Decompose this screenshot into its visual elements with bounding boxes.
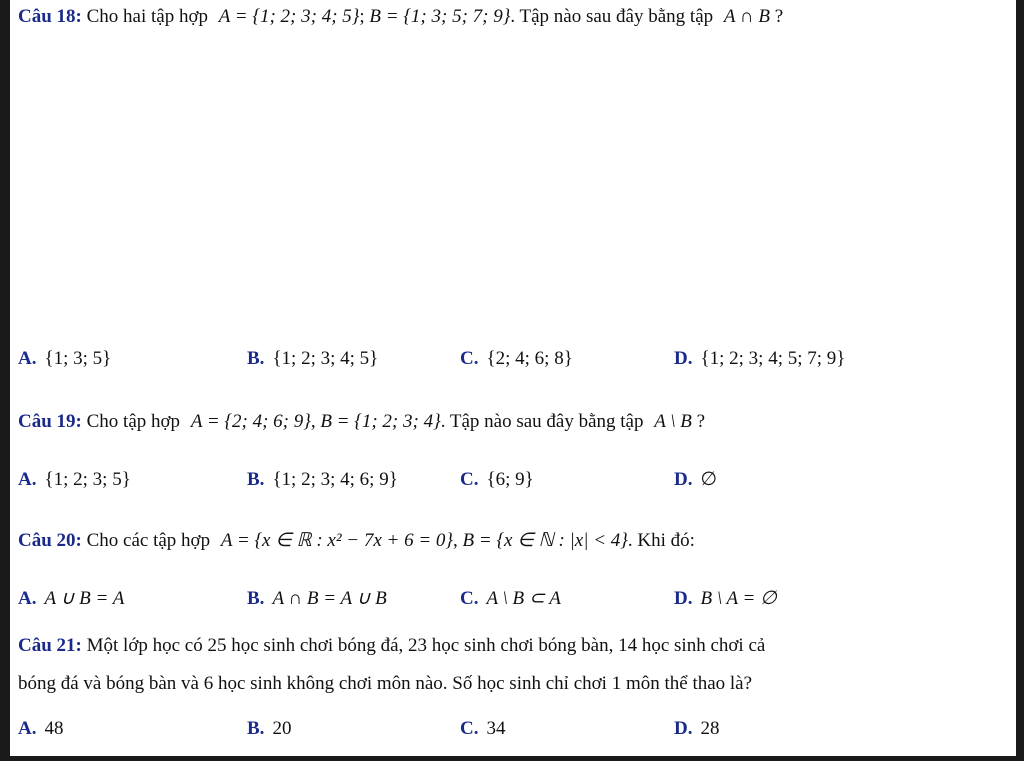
- option-text: {1; 2; 3; 4; 6; 9}: [272, 469, 398, 490]
- question-20-option-c[interactable]: [460, 587, 561, 611]
- option-text: A ∩ B = A ∪ B: [272, 588, 387, 609]
- worksheet: [10, 0, 1016, 756]
- question-21-text-1: Một lớp học có 25 học sinh chơi bóng đá, 23 học sinh chơi bóng bàn, 14 học sinh chơi cả: [86, 635, 766, 656]
- option-letter: C.: [460, 588, 479, 609]
- question-21-option-c[interactable]: [460, 717, 505, 741]
- option-letter: D.: [674, 469, 693, 490]
- question-20-set-a: A = {x ∈ ℝ : x² − 7x + 6 = 0}: [220, 530, 454, 551]
- question-18-sep: ;: [359, 6, 370, 27]
- question-21-option-a[interactable]: [18, 717, 63, 741]
- right-frame-border: [1016, 0, 1024, 761]
- option-letter: D.: [674, 588, 693, 609]
- option-text: {2; 4; 6; 8}: [486, 348, 573, 369]
- option-letter: B.: [247, 469, 265, 490]
- question-19-question-mark: ?: [696, 411, 706, 432]
- option-text: B \ A = ∅: [700, 588, 777, 609]
- option-text: A \ B ⊂ A: [486, 588, 561, 609]
- question-20-label: Câu 20:: [18, 530, 82, 551]
- question-20-set-b: B = {x ∈ ℕ : |x| < 4}: [462, 530, 628, 551]
- option-text: {1; 3; 5}: [44, 348, 112, 369]
- option-text: {1; 2; 3; 5}: [44, 469, 131, 490]
- option-text: {1; 2; 3; 4; 5}: [272, 348, 379, 369]
- question-20-stem: [18, 529, 695, 553]
- question-19-text-1: Cho tập hợp: [86, 411, 181, 432]
- question-19-sep: ,: [310, 411, 321, 432]
- question-18-set-b: B = {1; 3; 5; 7; 9}: [369, 6, 511, 27]
- question-19-option-a[interactable]: [18, 468, 131, 492]
- question-18-text-1: Cho hai tập hợp: [86, 6, 209, 27]
- option-text: 34: [486, 718, 506, 739]
- question-18-set-a: A = {1; 2; 3; 4; 5}: [218, 6, 360, 27]
- question-18-label: Câu 18:: [18, 6, 82, 27]
- option-letter: A.: [18, 348, 37, 369]
- question-18-expression: A ∩ B: [723, 6, 770, 27]
- option-letter: B.: [247, 348, 265, 369]
- question-20-sep: ,: [453, 530, 463, 551]
- question-19-set-b: B = {1; 2; 3; 4}: [320, 411, 441, 432]
- option-text: 28: [700, 718, 720, 739]
- question-21-stem-line-1: [18, 634, 765, 658]
- left-frame-border: [0, 0, 10, 761]
- option-text: {1; 2; 3; 4; 5; 7; 9}: [700, 348, 846, 369]
- question-21-option-b[interactable]: [247, 717, 291, 741]
- option-letter: C.: [460, 718, 479, 739]
- question-18-option-b[interactable]: [247, 347, 378, 371]
- option-text: 20: [272, 718, 292, 739]
- question-20-option-d[interactable]: [674, 587, 777, 611]
- question-18-option-c[interactable]: [460, 347, 573, 371]
- question-21-text-2: bóng đá và bóng bàn và 6 học sinh không chơi môn nào. Số học sinh chỉ chơi 1 môn thể thao là?: [18, 673, 753, 694]
- question-21-option-d[interactable]: [674, 717, 719, 741]
- question-19-text-2: . Tập nào sau đây bằng tập: [440, 411, 644, 432]
- question-19-stem: [18, 410, 705, 434]
- question-18-text-2: . Tập nào sau đây bằng tập: [510, 6, 714, 27]
- option-letter: D.: [674, 718, 693, 739]
- question-21-label: Câu 21:: [18, 635, 82, 656]
- bottom-frame-border: [0, 756, 1024, 761]
- question-19-expression: A \ B: [654, 411, 692, 432]
- question-19-option-c[interactable]: [460, 468, 534, 492]
- option-letter: D.: [674, 348, 693, 369]
- option-letter: B.: [247, 588, 265, 609]
- option-text: {6; 9}: [486, 469, 534, 490]
- question-21-stem-line-2: [18, 672, 752, 696]
- question-19-set-a: A = {2; 4; 6; 9}: [190, 411, 311, 432]
- question-18-option-d[interactable]: [674, 347, 845, 371]
- option-letter: A.: [18, 469, 37, 490]
- question-20-text-2: . Khi đó:: [627, 530, 695, 551]
- option-text: 48: [44, 718, 64, 739]
- question-20-option-a[interactable]: [18, 587, 124, 611]
- question-18-option-a[interactable]: [18, 347, 111, 371]
- question-19-label: Câu 19:: [18, 411, 82, 432]
- empty-set-symbol: ∅: [700, 469, 718, 490]
- question-18-question-mark: ?: [774, 6, 784, 27]
- option-letter: A.: [18, 718, 37, 739]
- option-letter: C.: [460, 348, 479, 369]
- question-19-option-d[interactable]: [674, 468, 717, 492]
- option-text: A ∪ B = A: [44, 588, 125, 609]
- option-letter: B.: [247, 718, 265, 739]
- option-letter: C.: [460, 469, 479, 490]
- question-20-option-b[interactable]: [247, 587, 387, 611]
- question-19-option-b[interactable]: [247, 468, 398, 492]
- option-letter: A.: [18, 588, 37, 609]
- question-20-text-1: Cho các tập hợp: [86, 530, 211, 551]
- question-18-stem: [18, 5, 783, 29]
